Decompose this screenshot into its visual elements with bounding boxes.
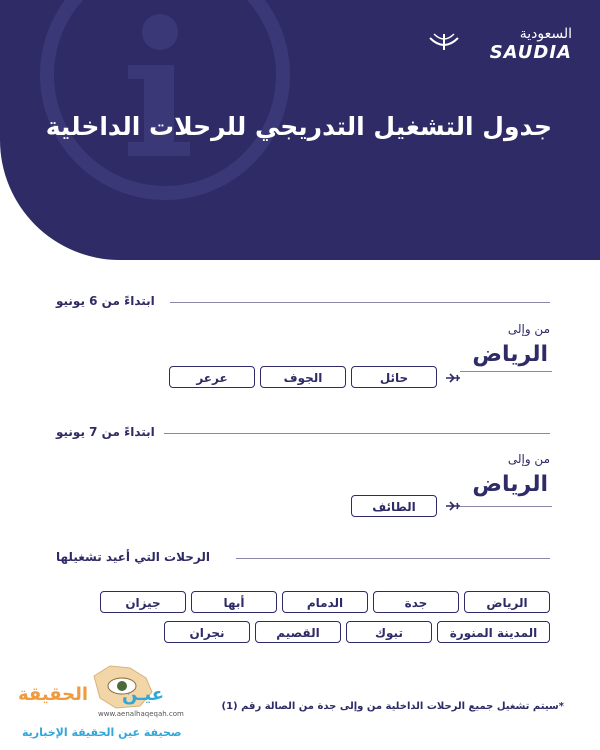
- logo-english: SAUDIA: [489, 42, 572, 63]
- city-najran: نجران: [164, 621, 250, 643]
- watermark-brand: [14, 662, 194, 742]
- logo-arabic: السعودية: [519, 26, 572, 42]
- city-abha: أبها: [191, 591, 277, 613]
- brand-name-a: عيـن: [122, 684, 164, 705]
- page-title: جدول التشغيل التدريجي للرحلات الداخلية: [45, 112, 552, 141]
- destination-arar: عرعر: [169, 366, 255, 388]
- section3-rule: [236, 558, 550, 559]
- section1-label: ابتداءً من 6 يونيو: [50, 294, 155, 308]
- section1-from-to: من وإلى: [507, 322, 550, 336]
- city-riyadh: الرياض: [464, 591, 550, 613]
- city-qassim: القصيم: [255, 621, 341, 643]
- city-madinah: المدينة المنورة: [437, 621, 550, 643]
- section2-hub: الرياض: [472, 472, 548, 497]
- saudia-emblem-icon: [426, 30, 462, 54]
- section1-hub: الرياض: [472, 342, 548, 367]
- footnote: *سيتم تشغيل جميع الرحلات الداخلية من وإلى جدة من الصالة رقم (1): [221, 701, 564, 712]
- plane-icon: [446, 372, 460, 384]
- city-jeddah: جدة: [373, 591, 459, 613]
- destination-hail: حائل: [351, 366, 437, 388]
- section2-rule: [164, 433, 550, 434]
- section2-from-to: من وإلى: [507, 452, 550, 466]
- destination-taif: الطائف: [351, 495, 437, 517]
- section1-hub-rule: [460, 371, 552, 372]
- plane-icon: [446, 500, 460, 512]
- destination-jouf: الجوف: [260, 366, 346, 388]
- saudia-logo: [490, 26, 572, 63]
- header-banner: [0, 0, 600, 260]
- city-jazan: جيزان: [100, 591, 186, 613]
- brand-tagline: صحيفة عين الحقيقة الإخبارية: [22, 726, 182, 739]
- city-dammam: الدمام: [282, 591, 368, 613]
- brand-url[interactable]: www.aenalhaqeqah.com: [98, 710, 184, 718]
- info-icon: [40, 0, 290, 200]
- brand-name-b: الحقيقة: [18, 684, 89, 705]
- section2-label: ابتداءً من 7 يونيو: [50, 425, 155, 439]
- section1-rule: [170, 302, 550, 303]
- section3-label: الرحلات التي أعيد تشغيلها: [50, 550, 210, 564]
- city-tabuk: تبوك: [346, 621, 432, 643]
- section2-hub-rule: [460, 506, 552, 507]
